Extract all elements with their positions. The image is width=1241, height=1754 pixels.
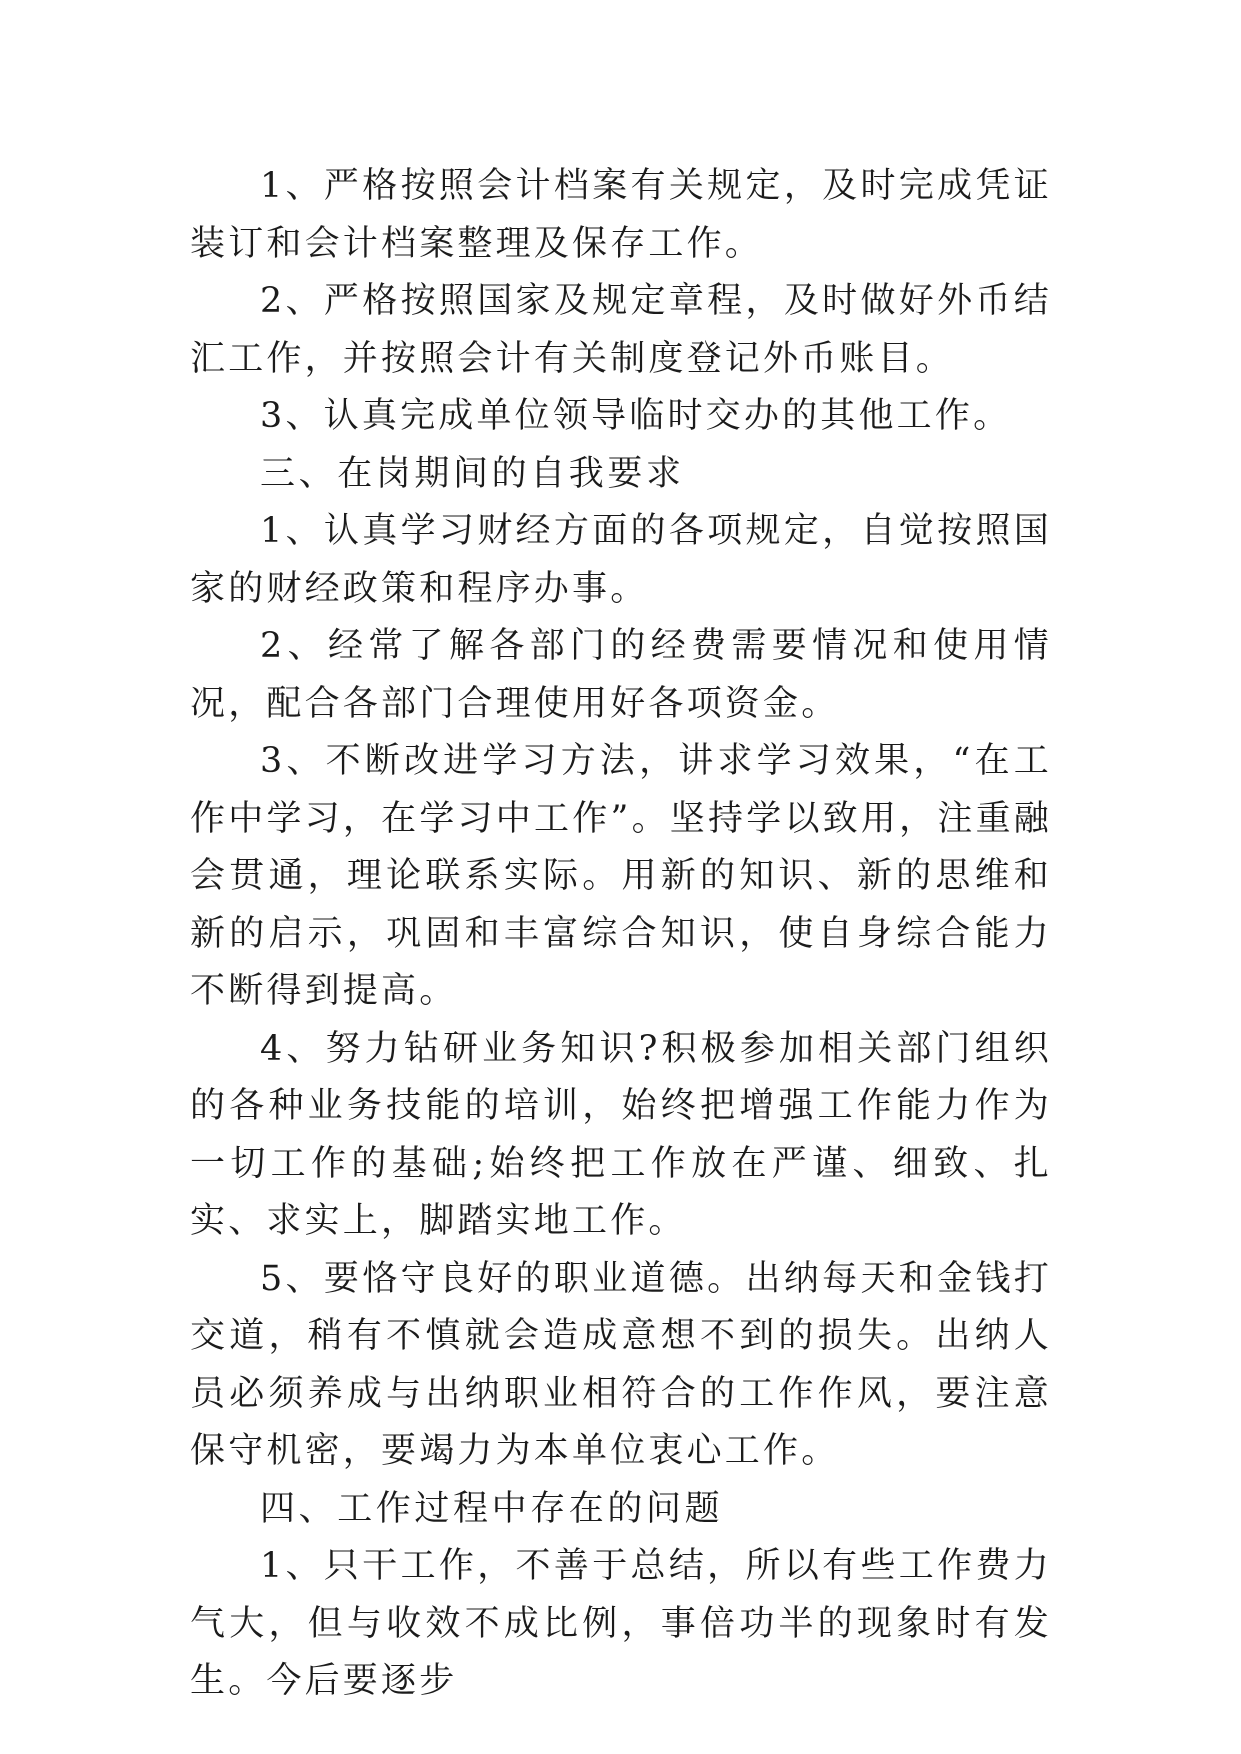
paragraph-foreign-exchange: 2、严格按照国家及规定章程，及时做好外币结汇工作，并按照会计有关制度登记外币账目。 bbox=[190, 281, 1052, 379]
paragraph-professional-ethics: 5、要恪守良好的职业道德。出纳每天和金钱打交道，稍有不慎就会造成意想不到的损失。出纳人员必须养成与出纳职业相符合的工作作风，要注意保守机密，要竭力为本单位衷心工作。 bbox=[190, 1258, 1052, 1471]
paragraph-understand-funding: 2、经常了解各部门的经费需要情况和使用情况，配合各部门合理使用好各项资金。 bbox=[190, 626, 1052, 724]
section-heading-self-requirements: 三、在岗期间的自我要求 bbox=[260, 453, 685, 494]
paragraph-improve-learning: 3、不断改进学习方法，讲求学习效果，“在工作中学习，在学习中工作”。坚持学以致用，注重融会贯通，理论联系实际。用新的知识、新的思维和新的启示，巩固和丰富综合知识，使自身综合能力不断得到提高。 bbox=[190, 741, 1052, 1011]
document-body bbox=[190, 158, 1052, 1711]
paragraph-work-summary: 1、只干工作，不善于总结，所以有些工作费力气大，但与收效不成比例，事倍功半的现象时有发生。今后要逐步 bbox=[190, 1546, 1052, 1701]
paragraph-temporary-tasks: 3、认真完成单位领导临时交办的其他工作。 bbox=[260, 396, 1012, 436]
paragraph-archive-binding: 1、严格按照会计档案有关规定，及时完成凭证装订和会计档案整理及保存工作。 bbox=[190, 166, 1052, 264]
paragraph-business-knowledge: 4、努力钻研业务知识?积极参加相关部门组织的各种业务技能的培训，始终把增强工作能力作为一切工作的基础;始终把工作放在严谨、细致、扎实、求实上，脚踏实地工作。 bbox=[190, 1028, 1053, 1241]
section-heading-problems: 四、工作过程中存在的问题 bbox=[260, 1488, 724, 1529]
paragraph-study-regulations: 1、认真学习财经方面的各项规定，自觉按照国家的财经政策和程序办事。 bbox=[190, 511, 1052, 609]
